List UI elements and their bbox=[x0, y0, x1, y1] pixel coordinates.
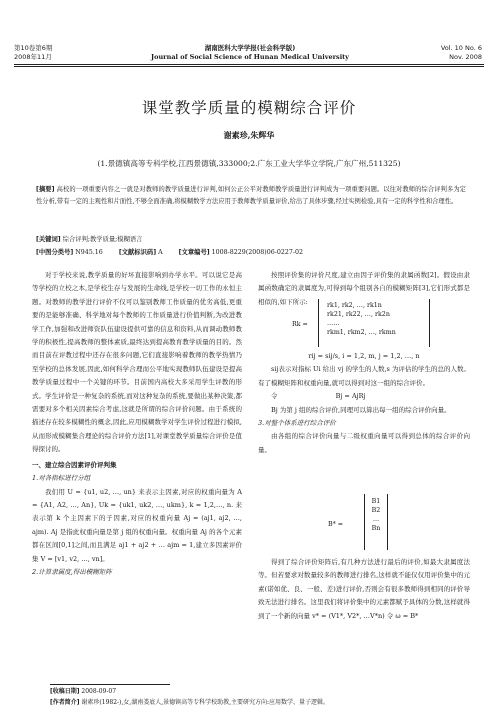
article-title: 课堂教学质量的模糊综合评价 bbox=[141, 99, 357, 117]
matrix-row: …… bbox=[327, 320, 340, 327]
doc-value: A bbox=[158, 249, 163, 256]
abstract-text: 高校的一项重要内容之一就是对教师的教学质量进行评判,如何公正公平对教师教学质量进行评判成为一项重要问题。以往对教师的综合评判多为定性分析,带有一定的主观性和片面性,不够全面准确,将模糊数学方法应用于教师教学质量评价,给出了具体步骤,经过实例检验,具有一定的科学性和合理性。 bbox=[36, 186, 466, 206]
subsection-heading: 2.计算隶属度,得出模糊矩阵 bbox=[32, 567, 112, 576]
journal-volume: 第10卷第6期 bbox=[14, 44, 53, 52]
body-paragraph: 我们用 U = {u1, u2, …, un} 来表示主因素,对应的权重向量为 A = {A1, A2, …, An}, Uk = {uk1, uk2, …, ukm}, k = 1,2,…, n. 来表示第 k 个主因素下的子因素,对应的权重向量 Aj = (aj1, aj2, …, ajm). Aj 是指此权重向量是第 j 组的权重向量。权重向量 Aj 的各个元素都在区间[0,1]之间,而且满足 aj1 + aj2 + … ajm = 1,建立多因素评价集 V = [v1, v2, …, vn]。 bbox=[32, 487, 242, 563]
classification-line bbox=[36, 247, 466, 259]
intro-paragraph: 对于学校来说,教学质量的好坏直接影响到办学水平。可以说它是高等学校的立校之本,是学校生存与发展的生命线,是学校一切工作的永恒主题。对教师的教学进行评价不仅可以鉴别教师工作质量的优劣高低,更重要的是能够准确、科学地对每个教师的工作质量进行价值判断,为改进教学工作,加强和改进师资队伍建设提供可靠的信息和资料,从而调动教师教学的积极性,提高教师的整体素质,最终达到提高教育教学质量的目的。然而目前在评教过程中还存在很多问题,它们直接影响着教师的教学热情乃至学校的总体发展,因此,如何科学合理而公平地实现教师队伍建设是提高教学质量过程中一个关键的环节。目前国内高校大多采用学生评教的形式。学生评价是一种复杂的系统,而对这种复杂的系统,要做出某种决策,都需要对多个相关因素综合考虑,这就是所谓的综合评价问题。由于系统的描述存在较多模糊性的概念,因此,应用模糊数学对学生评价过程进行模拟,从而形成模糊集合理论的综合评价方法[1],对课堂教学质量综合评价是值得探讨的。 bbox=[32, 271, 242, 454]
right-column-bottom bbox=[258, 556, 470, 623]
id-value: 1008-8229(2008)06-0227-02 bbox=[211, 249, 304, 256]
matrix-row: rk1, rk2, …, rk1n bbox=[327, 302, 382, 309]
article-affiliation: (1.景德镇高等专科学校,江西景德镇,333000;2.广东工业大学华立学院,广东广州,511325) bbox=[97, 159, 401, 168]
clc-value: N945.16 bbox=[75, 249, 103, 256]
footnote-rule bbox=[50, 684, 170, 685]
right-column-mid bbox=[258, 350, 470, 457]
journal-date: 2008年11月 bbox=[14, 53, 52, 61]
footnote-author bbox=[50, 697, 470, 708]
matrix-row: Bn bbox=[371, 525, 381, 532]
clc-label: [中图分类号] bbox=[36, 249, 74, 256]
journal-name-en: Journal of Social Science of Hunan Medical University bbox=[151, 53, 349, 61]
formula-bj bbox=[258, 390, 470, 403]
subsection-heading: 1.对各指标进行分组 bbox=[32, 474, 91, 483]
body-paragraph: 得到了综合评价矩阵后,有几种方法进行最后的评价,如最大隶属度法等。但若要求对数量较多的教师进行排名,这样就不能仅仅用评价集中的元素(诺如优、良、一般、差)进行评价,否则会有很多教师得到相同的评价导致无法进行排名。这里我们将评价集中的元素都赋予具体的分数,这样就得到了一个新的向量 v* = (V1*, V2*, …V*n) 令 ω = B* bbox=[258, 558, 470, 620]
doc-label: [文献标识码] bbox=[118, 249, 157, 256]
matrix-b bbox=[364, 494, 388, 550]
matrix-row: rk21, rk22, …, rk2n bbox=[327, 311, 390, 318]
abstract bbox=[36, 184, 466, 209]
received-date: 2008-09-07 bbox=[81, 688, 117, 695]
matrix-rk bbox=[318, 299, 430, 347]
subsection-heading: 3.对整个体系进行综合评价 bbox=[258, 419, 336, 428]
matrix-row: B2 bbox=[371, 507, 381, 514]
matrix-row: … bbox=[372, 516, 380, 523]
body-paragraph: Bj 为第 j 组的综合评价,同理可以算出每一组的综合评价向量。 bbox=[271, 405, 451, 414]
keywords-label: [关键词] bbox=[36, 236, 61, 243]
id-label: [文章编号] bbox=[178, 249, 210, 256]
header-rule bbox=[14, 64, 484, 65]
journal-name-cn: 湖南医科大学学报(社会科学版) bbox=[204, 44, 296, 52]
matrix-row: B1 bbox=[371, 498, 381, 505]
author-bio: 谢素珍(1982-),女,湖南娄底人,景德镇高等专科学校助教,主要研究方向:应用数学、量子逻辑。 bbox=[81, 699, 330, 706]
body-paragraph: 按照评价集的评价尺度,建立由因子评价集的隶属函数[2]。假设由隶属函数确定的隶属度为,可得到每个组别各自的模糊矩阵[3],它们形式都是相似的,如下所示: bbox=[258, 271, 470, 306]
formula-rij: rij = sij/s, i = 1,2, m, j = 1,2, …, n bbox=[308, 352, 420, 360]
formula-prefix: 令 bbox=[271, 392, 278, 401]
left-column bbox=[32, 269, 242, 579]
matrix-rk-label: Rk = bbox=[292, 321, 308, 328]
author-bio-label: [作者简介] bbox=[50, 699, 80, 706]
journal-date-en: Nov. 2008 bbox=[449, 53, 482, 61]
section-heading: 一、建立综合因素评价评判集 bbox=[32, 460, 117, 469]
header-rule-thin bbox=[14, 66, 484, 67]
received-label: [收稿日期] bbox=[50, 688, 80, 695]
journal-volume-en: Vol. 10 No. 6 bbox=[440, 44, 482, 52]
formula-text: Bj = AjRj bbox=[335, 392, 366, 401]
body-paragraph: 由各组的综合评价向量与二级权重向量可以得到总体的综合评价向量。 bbox=[258, 432, 470, 454]
footnote-received bbox=[50, 686, 470, 697]
abstract-label: [摘要] bbox=[36, 186, 55, 193]
matrix-row: rkm1, rkm2, …, rkmn bbox=[327, 329, 396, 336]
keywords bbox=[36, 234, 466, 246]
article-authors: 谢素珍,朱辉华 bbox=[223, 130, 275, 140]
matrix-b-label: B* = bbox=[328, 521, 344, 528]
keywords-text: 综合评判;教学质量;模糊语言 bbox=[62, 236, 143, 243]
body-paragraph: sij表示对指标 Ui 给出 vj 的学生的人数,s 为评估的学生的总的人数。有了模糊矩阵和权重向量,就可以得到对这一组的综合评价。 bbox=[258, 365, 470, 387]
